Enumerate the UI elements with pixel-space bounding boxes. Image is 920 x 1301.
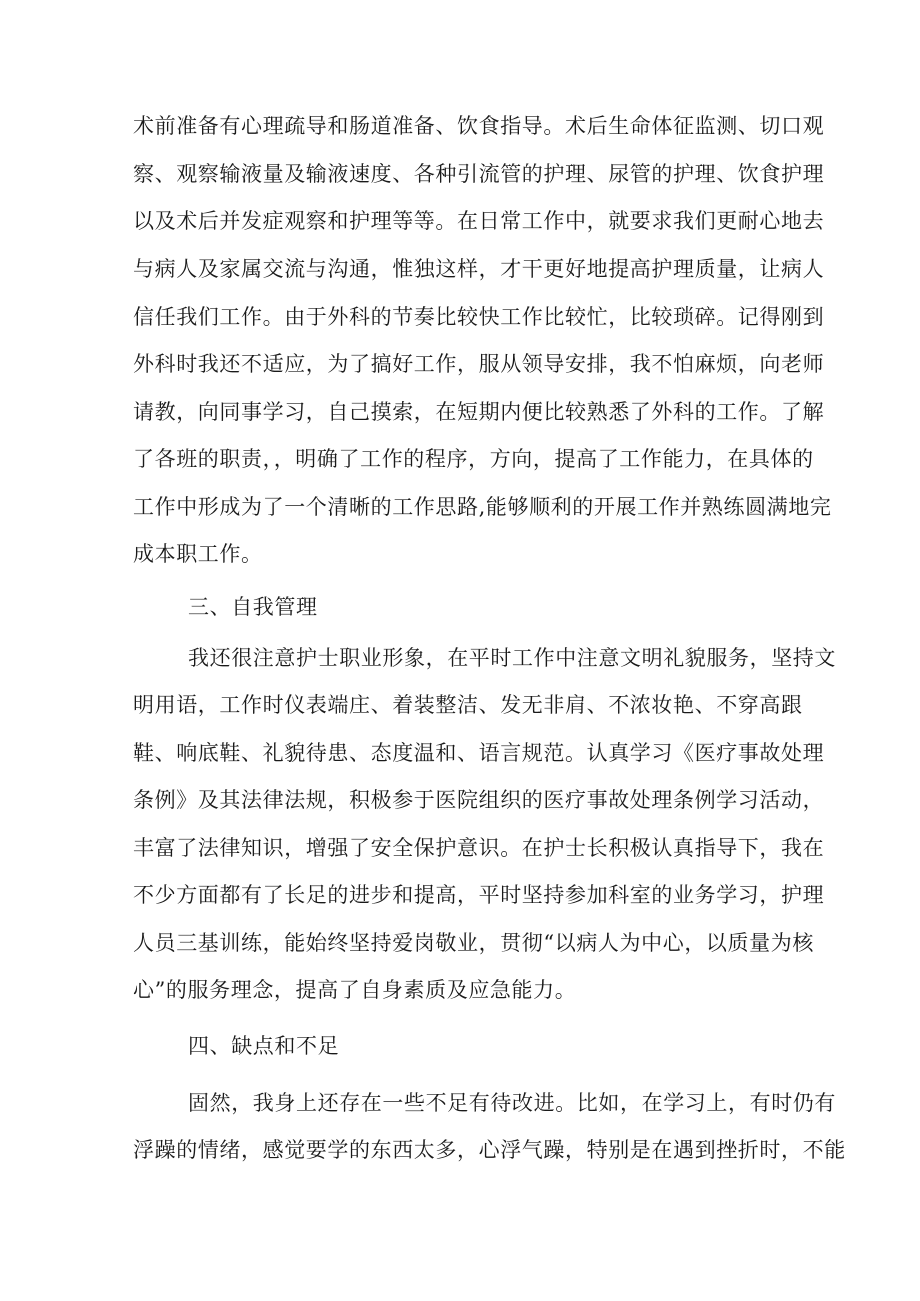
text-line: 术前准备有心理疏导和肠道准备、饮食指导。术后生命体征监测、切口观 xyxy=(133,114,825,138)
text-line: 了各班的职责，，明确了工作的程序，方向，提高了工作能力，在具体的 xyxy=(133,447,814,471)
text-line: 浮躁的情绪，感觉要学的东西太多，心浮气躁，特别是在遇到挫折时，不能 xyxy=(133,1138,846,1162)
text-line: 不少方面都有了长足的进步和提高，平时坚持参加科室的业务学习，护理 xyxy=(133,883,825,907)
text-line: 人员三基训练，能始终坚持爱岗敬业，贯彻“以病人为中心，以质量为核 xyxy=(133,931,814,955)
text-line: 以及术后并发症观察和护理等等。在日常工作中，就要求我们更耐心地去 xyxy=(133,209,825,233)
text-line: 与病人及家属交流与沟通，惟独这样，才干更好地提高护理质量，让病人 xyxy=(133,257,825,281)
text-line: 请教，向同事学习，自己摸索，在短期内便比较熟悉了外科的工作。了解 xyxy=(133,400,825,424)
text-line: 工作中形成为了一个清晰的工作思路,能够顺利的开展工作并熟练圆满地完 xyxy=(133,495,832,519)
text-line: 条例》及其法律法规，积极参于医院组织的医疗事故处理条例学习活动， xyxy=(133,788,825,812)
section-heading: 三、自我管理 xyxy=(188,595,318,619)
text-line: 我还很注意护士职业形象，在平时工作中注意文明礼貌服务，坚持文 xyxy=(188,646,836,670)
text-line: 丰富了法律知识，增强了安全保护意识。在护士长积极认真指导下，我在 xyxy=(133,836,825,860)
section-heading: 四、缺点和不足 xyxy=(188,1034,340,1058)
text-line: 明用语，工作时仪表端庄、着装整洁、发无非肩、不浓妆艳、不穿高跟 xyxy=(133,693,803,717)
text-line: 信任我们工作。由于外科的节奏比较快工作比较忙，比较琐碎。记得刚到 xyxy=(133,305,825,329)
text-line: 察、观察输液量及输液速度、各种引流管的护理、尿管的护理、饮食护理 xyxy=(133,162,825,186)
text-line: 成本职工作。 xyxy=(133,542,263,566)
text-line: 外科时我还不适应，为了搞好工作，服从领导安排，我不怕麻烦，向老师 xyxy=(133,352,825,376)
text-line: 鞋、响底鞋、礼貌待患、态度温和、语言规范。认真学习《医疗事故处理 xyxy=(133,741,825,765)
text-line: 心”的服务理念，提高了自身素质及应急能力。 xyxy=(133,978,577,1002)
text-line: 固然，我身上还存在一些不足有待改进。比如，在学习上，有时仍有 xyxy=(188,1091,836,1115)
